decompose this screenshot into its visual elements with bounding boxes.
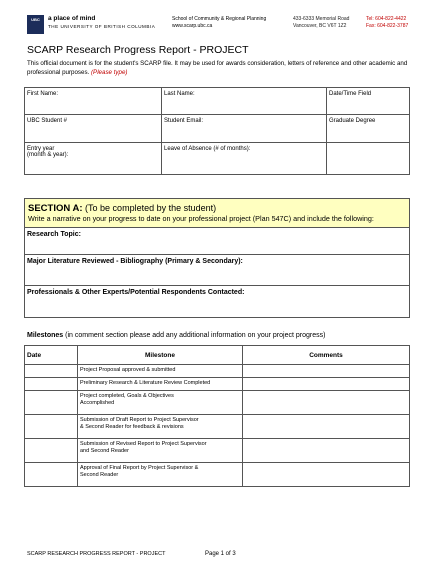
comments-cell[interactable]	[243, 439, 410, 463]
milestone-text: Submission of Revised Report to Project Supervisor	[80, 441, 207, 447]
milestone-text: Preliminary Research & Literature Review Completed	[80, 380, 211, 386]
milestones-note: (in comment section please add any additional information on your project progress)	[63, 332, 326, 339]
university-name: THE UNIVERSITY OF BRITISH COLUMBIA	[48, 24, 156, 29]
page-number: Page 1 of 3	[205, 551, 236, 557]
student-email-field[interactable]	[162, 115, 327, 143]
literature-label: Major Literature Reviewed - Bibliography (Primary & Secondary):	[27, 258, 243, 265]
school-block	[172, 16, 266, 30]
milestone-cell	[78, 391, 243, 415]
milestone-cell	[78, 439, 243, 463]
professionals-field[interactable]	[25, 286, 410, 318]
school-name: School of Community & Regional Planning	[172, 16, 267, 22]
milestone-text: Project completed, Goals & Objectives	[80, 393, 174, 399]
table-row	[25, 463, 410, 487]
entry-year-field[interactable]	[25, 143, 162, 175]
section-a-note: (To be completed by the student)	[82, 203, 217, 213]
comments-cell[interactable]	[243, 391, 410, 415]
leave-of-absence-label: Leave of Absence (# of months):	[164, 146, 251, 152]
milestone-cell	[78, 365, 243, 378]
leave-of-absence-field[interactable]	[162, 143, 327, 175]
milestone-text: Second Reader	[80, 472, 119, 478]
col-header-milestone: Milestone	[78, 346, 243, 365]
date-time-label: Date/Time Field	[329, 91, 372, 97]
intro-note: (Please type)	[91, 68, 128, 76]
table-row	[25, 439, 410, 463]
intro-paragraph	[27, 60, 417, 77]
ubc-student-field[interactable]	[25, 115, 162, 143]
contact-block	[366, 16, 408, 30]
address-line: Vancouver, BC V6T 1Z2	[293, 23, 347, 29]
last-name-label: Last Name:	[164, 91, 195, 97]
last-name-field[interactable]	[162, 88, 327, 115]
research-topic-field[interactable]	[25, 228, 410, 255]
address-line: 433-6333 Memorial Road	[293, 16, 350, 22]
table-row	[25, 391, 410, 415]
milestone-cell	[78, 463, 243, 487]
fax: Fax: 604-822-3787	[366, 23, 409, 29]
milestone-text: and Second Reader	[80, 448, 129, 454]
section-a-table	[24, 198, 410, 318]
comments-cell[interactable]	[243, 463, 410, 487]
comments-cell[interactable]	[243, 415, 410, 439]
section-a-instruction: Write a narrative on your progress to date on your professional project (Plan 547C) and include the following:	[28, 214, 374, 223]
first-name-field[interactable]	[25, 88, 162, 115]
milestones-heading	[27, 332, 325, 339]
milestone-text: Submission of Draft Report to Project Supervisor	[80, 417, 199, 423]
milestones-table	[24, 345, 410, 487]
milestone-text: & Second Reader for feedback & revisions	[80, 424, 184, 430]
col-header-comments: Comments	[243, 346, 410, 365]
comments-cell[interactable]	[243, 378, 410, 391]
comments-cell[interactable]	[243, 365, 410, 378]
milestone-cell	[78, 415, 243, 439]
col-header-date: Date	[25, 346, 78, 365]
first-name-label: First Name:	[27, 91, 59, 97]
student-info-table	[24, 87, 410, 175]
research-topic-label: Research Topic:	[27, 231, 81, 238]
section-a-header	[25, 199, 410, 228]
milestone-text: Approval of Final Report by Project Supervisor &	[80, 465, 199, 471]
milestone-text: Accomplished	[80, 400, 115, 406]
date-cell[interactable]	[25, 365, 78, 378]
ubc-logo: UBC	[27, 15, 44, 34]
address-block	[293, 16, 349, 30]
date-cell[interactable]	[25, 415, 78, 439]
date-cell[interactable]	[25, 378, 78, 391]
graduate-degree-label: Graduate Degree	[329, 118, 376, 124]
milestone-cell	[78, 378, 243, 391]
student-email-label: Student Email:	[164, 118, 204, 124]
intro-text: This official document is for the student's SCARP file. It may be used for awards consideration, letters of reference and other academic and professional purposes.	[27, 60, 408, 76]
footer-title: SCARP RESEARCH PROGRESS REPORT - PROJECT	[27, 551, 166, 557]
entry-year-sublabel: (month & year):	[27, 152, 69, 158]
graduate-degree-field[interactable]	[327, 115, 410, 143]
milestone-text: Project Proposal approved & submitted	[80, 367, 176, 373]
date-cell[interactable]	[25, 439, 78, 463]
date-cell[interactable]	[25, 463, 78, 487]
tagline: a place of mind	[48, 15, 96, 22]
table-row	[25, 365, 410, 378]
telephone: Tel: 604-822-4422	[366, 16, 407, 22]
ubc-student-label: UBC Student #	[27, 118, 68, 124]
school-website[interactable]: www.scarp.ubc.ca	[172, 23, 213, 29]
date-time-field[interactable]	[327, 88, 410, 115]
table-row	[25, 415, 410, 439]
page-title: SCARP Research Progress Report - PROJECT	[27, 44, 249, 56]
literature-field[interactable]	[25, 255, 410, 286]
empty-cell[interactable]	[327, 143, 410, 175]
professionals-label: Professionals & Other Experts/Potential Respondents Contacted:	[27, 289, 245, 296]
section-a-label: SECTION A:	[28, 203, 83, 214]
entry-year-label: Entry year	[27, 146, 55, 152]
date-cell[interactable]	[25, 391, 78, 415]
table-row	[25, 378, 410, 391]
milestones-label: Milestones	[27, 332, 64, 339]
